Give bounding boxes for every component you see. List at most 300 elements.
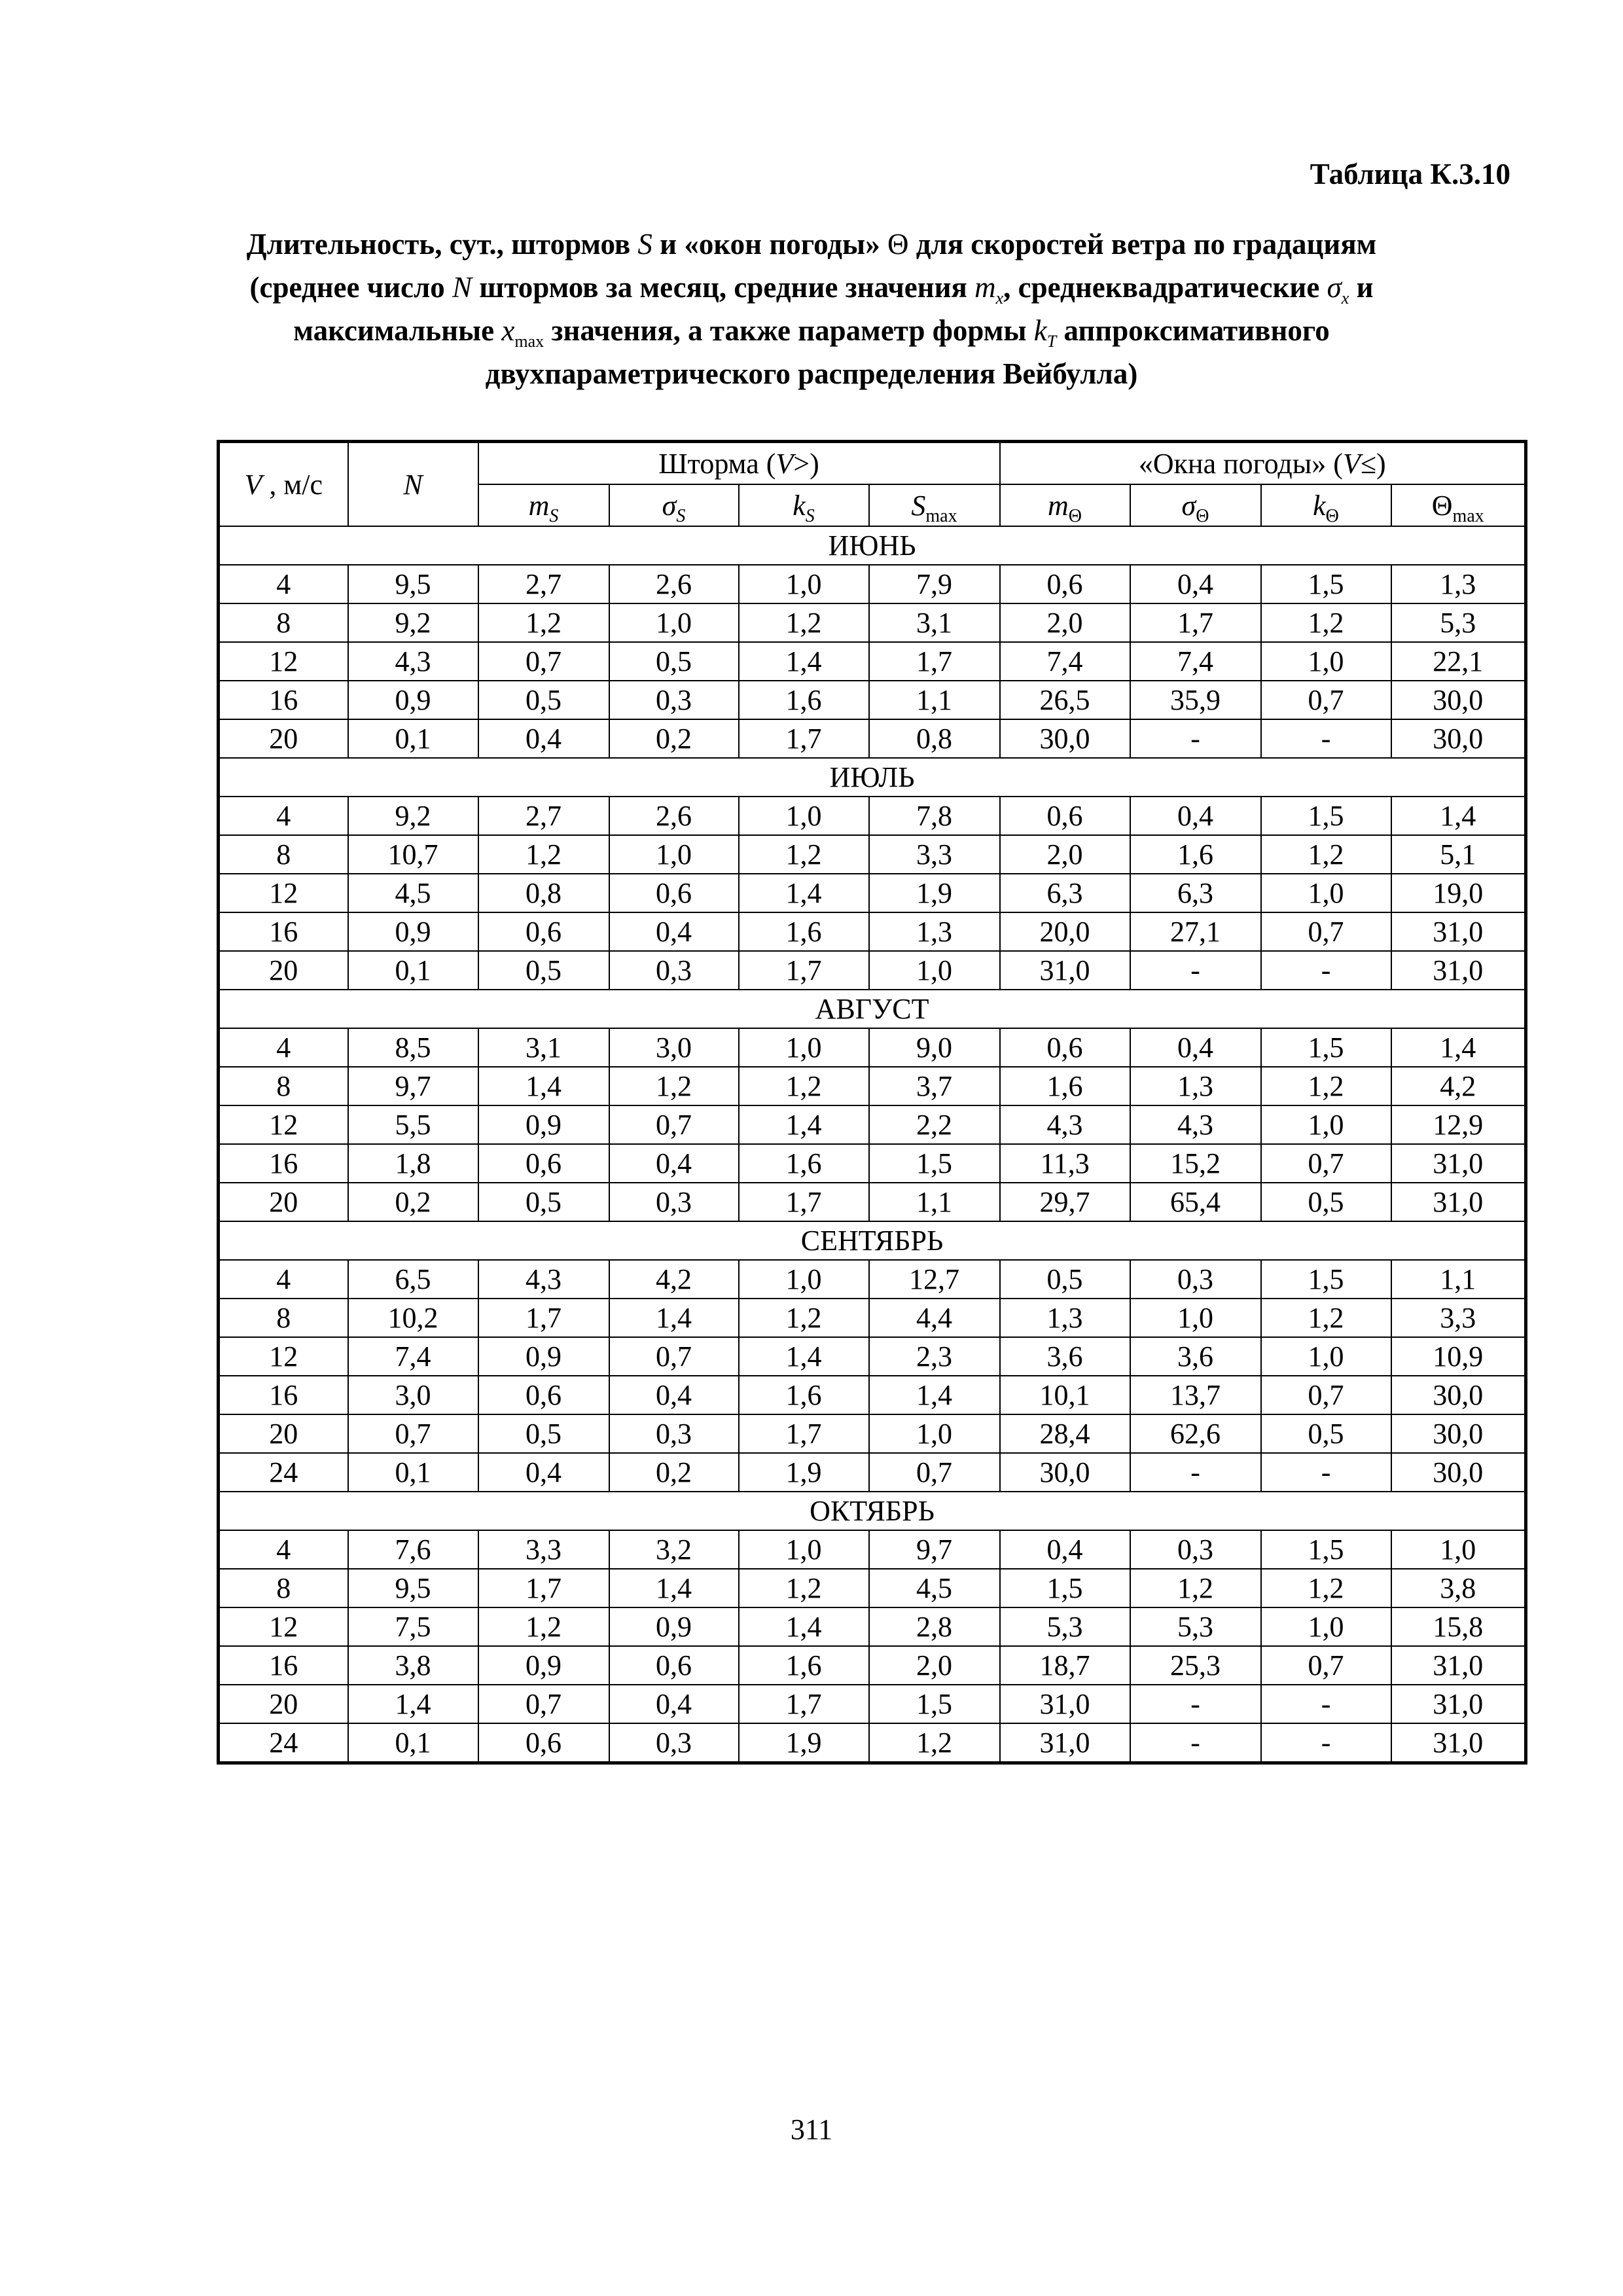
table-cell: 0,7 bbox=[348, 1414, 478, 1453]
table-cell: 1,5 bbox=[1261, 1260, 1391, 1299]
table-cell: 0,4 bbox=[478, 719, 609, 758]
table-row bbox=[219, 1337, 1526, 1376]
table-cell: 0,5 bbox=[478, 681, 609, 719]
table-cell: 1,2 bbox=[1261, 1067, 1391, 1105]
table-cell: 3,8 bbox=[348, 1646, 478, 1685]
table-cell: 3,7 bbox=[869, 1067, 1000, 1105]
table-cell: 6,5 bbox=[348, 1260, 478, 1299]
table-cell: 13,7 bbox=[1130, 1376, 1261, 1414]
table-cell: 1,3 bbox=[1000, 1299, 1130, 1337]
table-cell: 12 bbox=[219, 1337, 348, 1376]
table-cell: 4,2 bbox=[609, 1260, 739, 1299]
table-cell: 0,3 bbox=[609, 1414, 739, 1453]
table-cell: 1,7 bbox=[739, 1414, 869, 1453]
subheader-cell: $\sigma_\Theta$ bbox=[1130, 484, 1261, 526]
table-row bbox=[219, 565, 1526, 603]
table-cell: 1,2 bbox=[478, 1607, 609, 1646]
table-row bbox=[219, 1028, 1526, 1067]
month-row bbox=[219, 1492, 1526, 1530]
table-cell: 4 bbox=[219, 1530, 348, 1569]
table-cell: 8 bbox=[219, 1569, 348, 1607]
table-cell: 1,4 bbox=[609, 1569, 739, 1607]
table-cell: 2,0 bbox=[1000, 835, 1130, 874]
table-cell: 6,3 bbox=[1130, 874, 1261, 912]
table-cell: 31,0 bbox=[1391, 1183, 1526, 1221]
table-cell: 31,0 bbox=[1391, 1144, 1526, 1183]
table-cell: 0,9 bbox=[478, 1337, 609, 1376]
table-cell: 0,7 bbox=[1261, 1376, 1391, 1414]
table-cell: 1,0 bbox=[1261, 1607, 1391, 1646]
subheader-cell: $\sigma_S$ bbox=[609, 484, 739, 526]
table-cell: 4,5 bbox=[348, 874, 478, 912]
table-cell: 12 bbox=[219, 1105, 348, 1144]
table-cell: 0,8 bbox=[478, 874, 609, 912]
table-cell: 31,0 bbox=[1391, 912, 1526, 951]
table-cell: 0,4 bbox=[1130, 1028, 1261, 1067]
table-cell: 1,2 bbox=[1261, 1569, 1391, 1607]
table-cell: 1,4 bbox=[1391, 797, 1526, 835]
table-cell: 0,4 bbox=[609, 1685, 739, 1723]
table-cell: 4,3 bbox=[348, 642, 478, 681]
table-cell: 19,0 bbox=[1391, 874, 1526, 912]
month-label: АВГУСТ bbox=[219, 990, 1526, 1028]
table-cell: 0,3 bbox=[1130, 1260, 1261, 1299]
table-cell: 30,0 bbox=[1391, 1376, 1526, 1414]
table-cell: 0,5 bbox=[1261, 1183, 1391, 1221]
table-cell: 31,0 bbox=[1391, 1723, 1526, 1763]
table-cell: - bbox=[1261, 1685, 1391, 1723]
table-cell: 15,8 bbox=[1391, 1607, 1526, 1646]
table-cell: 26,5 bbox=[1000, 681, 1130, 719]
table-cell: 4,2 bbox=[1391, 1067, 1526, 1105]
table-cell: 1,5 bbox=[1261, 1530, 1391, 1569]
header-storms: Шторма (V>) bbox=[478, 442, 1000, 485]
table-cell: 1,2 bbox=[739, 835, 869, 874]
table-cell: 1,1 bbox=[869, 681, 1000, 719]
table-cell: - bbox=[1261, 1723, 1391, 1763]
table-cell: 1,9 bbox=[869, 874, 1000, 912]
table-cell: 0,7 bbox=[1261, 1144, 1391, 1183]
table-row bbox=[219, 835, 1526, 874]
table-cell: 1,5 bbox=[1261, 565, 1391, 603]
month-row bbox=[219, 758, 1526, 797]
table-cell: 0,3 bbox=[1130, 1530, 1261, 1569]
table-cell: 1,3 bbox=[1391, 565, 1526, 603]
table-cell: 0,3 bbox=[609, 951, 739, 990]
table-cell: 0,3 bbox=[609, 681, 739, 719]
table-cell: 12 bbox=[219, 1607, 348, 1646]
table-cell: 1,0 bbox=[739, 1530, 869, 1569]
table-row bbox=[219, 1607, 1526, 1646]
table-row bbox=[219, 1260, 1526, 1299]
table-cell: 30,0 bbox=[1391, 1453, 1526, 1492]
table-cell: 1,5 bbox=[1261, 797, 1391, 835]
table-cell: 1,7 bbox=[869, 642, 1000, 681]
table-cell: 1,4 bbox=[609, 1299, 739, 1337]
table-cell: 1,2 bbox=[739, 1299, 869, 1337]
table-cell: - bbox=[1130, 1685, 1261, 1723]
table-cell: 0,7 bbox=[1261, 681, 1391, 719]
table-cell: 30,0 bbox=[1391, 1414, 1526, 1453]
month-row bbox=[219, 526, 1526, 565]
table-cell: 9,5 bbox=[348, 1569, 478, 1607]
table-cell: 9,5 bbox=[348, 565, 478, 603]
table-cell: 0,6 bbox=[1000, 1028, 1130, 1067]
table-cell: 1,5 bbox=[869, 1685, 1000, 1723]
table-row bbox=[219, 951, 1526, 990]
table-cell: 1,9 bbox=[739, 1453, 869, 1492]
table-cell: 0,5 bbox=[478, 1183, 609, 1221]
table-cell: 0,5 bbox=[1261, 1414, 1391, 1453]
table-cell: 5,3 bbox=[1130, 1607, 1261, 1646]
table-cell: 1,0 bbox=[1130, 1299, 1261, 1337]
month-label: ИЮЛЬ bbox=[219, 758, 1526, 797]
table-row bbox=[219, 1685, 1526, 1723]
table-row bbox=[219, 1105, 1526, 1144]
table-cell: 0,6 bbox=[478, 1376, 609, 1414]
table-cell: 1,0 bbox=[609, 835, 739, 874]
table-cell: 1,9 bbox=[739, 1723, 869, 1763]
table-cell: 1,2 bbox=[1261, 835, 1391, 874]
table-cell: 5,5 bbox=[348, 1105, 478, 1144]
table-cell: 0,1 bbox=[348, 951, 478, 990]
table-cell: 7,4 bbox=[348, 1337, 478, 1376]
table-row bbox=[219, 1299, 1526, 1337]
table-cell: 1,2 bbox=[869, 1723, 1000, 1763]
table-cell: 1,2 bbox=[478, 603, 609, 642]
table-row bbox=[219, 1144, 1526, 1183]
table-cell: 3,6 bbox=[1130, 1337, 1261, 1376]
table-cell: 1,6 bbox=[739, 912, 869, 951]
table-cell: 0,4 bbox=[609, 1376, 739, 1414]
table-cell: 0,4 bbox=[1130, 565, 1261, 603]
table-cell: 8 bbox=[219, 835, 348, 874]
table-cell: 2,8 bbox=[869, 1607, 1000, 1646]
table-cell: 4,4 bbox=[869, 1299, 1000, 1337]
table-cell: 1,0 bbox=[1261, 874, 1391, 912]
table-cell: 0,5 bbox=[609, 642, 739, 681]
table-cell: 0,3 bbox=[609, 1183, 739, 1221]
table-cell: 5,3 bbox=[1391, 603, 1526, 642]
table-cell: 18,7 bbox=[1000, 1646, 1130, 1685]
table-row bbox=[219, 1376, 1526, 1414]
subheader-cell: $k_\Theta$ bbox=[1261, 484, 1391, 526]
table-cell: 1,0 bbox=[1261, 1337, 1391, 1376]
table-cell: 4 bbox=[219, 797, 348, 835]
table-cell: 1,5 bbox=[869, 1144, 1000, 1183]
table-cell: 1,2 bbox=[1261, 603, 1391, 642]
table-cell: 0,4 bbox=[609, 912, 739, 951]
table-cell: 29,7 bbox=[1000, 1183, 1130, 1221]
table-cell: 7,6 bbox=[348, 1530, 478, 1569]
table-cell: 2,0 bbox=[1000, 603, 1130, 642]
table-cell: 0,7 bbox=[478, 1685, 609, 1723]
table-cell: 4,3 bbox=[478, 1260, 609, 1299]
table-cell: 1,0 bbox=[739, 797, 869, 835]
subheader-cell: $m_\Theta$ bbox=[1000, 484, 1130, 526]
table-cell: 4,5 bbox=[869, 1569, 1000, 1607]
table-cell: 1,4 bbox=[739, 874, 869, 912]
table-row bbox=[219, 912, 1526, 951]
table-cell: 1,3 bbox=[869, 912, 1000, 951]
table-cell: 35,9 bbox=[1130, 681, 1261, 719]
table-row bbox=[219, 1067, 1526, 1105]
table-cell: 0,2 bbox=[348, 1183, 478, 1221]
table-cell: 1,2 bbox=[739, 603, 869, 642]
table-cell: 0,5 bbox=[478, 1414, 609, 1453]
table-cell: 1,2 bbox=[609, 1067, 739, 1105]
table-cell: 1,7 bbox=[478, 1569, 609, 1607]
table-cell: 10,1 bbox=[1000, 1376, 1130, 1414]
month-label: ИЮНЬ bbox=[219, 526, 1526, 565]
table-cell: 20 bbox=[219, 1183, 348, 1221]
table-cell: 1,0 bbox=[739, 565, 869, 603]
table-cell: 1,0 bbox=[1261, 1105, 1391, 1144]
table-cell: - bbox=[1130, 1723, 1261, 1763]
table-cell: 1,0 bbox=[609, 603, 739, 642]
table-row bbox=[219, 681, 1526, 719]
table-row bbox=[219, 1569, 1526, 1607]
table-cell: 3,3 bbox=[869, 835, 1000, 874]
table-cell: 0,8 bbox=[869, 719, 1000, 758]
table-cell: 3,0 bbox=[609, 1028, 739, 1067]
subheader-cell: $m_S$ bbox=[478, 484, 609, 526]
header-n: N bbox=[348, 442, 478, 527]
table-cell: 3,3 bbox=[1391, 1299, 1526, 1337]
table-cell: 16 bbox=[219, 912, 348, 951]
table-cell: 5,1 bbox=[1391, 835, 1526, 874]
table-cell: 4,3 bbox=[1130, 1105, 1261, 1144]
table-cell: 16 bbox=[219, 1376, 348, 1414]
table-cell: 62,6 bbox=[1130, 1414, 1261, 1453]
table-cell: 31,0 bbox=[1391, 1685, 1526, 1723]
table-cell: 0,7 bbox=[869, 1453, 1000, 1492]
table-cell: - bbox=[1130, 719, 1261, 758]
table-cell: 3,0 bbox=[348, 1376, 478, 1414]
table-cell: 12 bbox=[219, 642, 348, 681]
table-row bbox=[219, 1453, 1526, 1492]
table-cell: - bbox=[1261, 1453, 1391, 1492]
table-cell: 2,0 bbox=[869, 1646, 1000, 1685]
table-cell: 1,4 bbox=[869, 1376, 1000, 1414]
table-caption: Длительность, сут., штормов S и «окон погоды» Θ для скоростей ветра по градациям (среднее число N штормов за месяц, средние значения $m_x$, среднеквадратические $\sigma_x$ и максимальные $x_{max}$ значения, а также параметр формы $k_T$ аппроксимативного двухпараметрического распределения Вейбулла) bbox=[246, 228, 1377, 390]
table-cell: 1,6 bbox=[739, 1646, 869, 1685]
table-cell: 20,0 bbox=[1000, 912, 1130, 951]
table-cell: 1,2 bbox=[1261, 1299, 1391, 1337]
table-cell: 2,7 bbox=[478, 797, 609, 835]
table-row bbox=[219, 719, 1526, 758]
table-cell: 1,8 bbox=[348, 1144, 478, 1183]
table-cell: 1,2 bbox=[739, 1067, 869, 1105]
table-cell: 20 bbox=[219, 1414, 348, 1453]
table-cell: 6,3 bbox=[1000, 874, 1130, 912]
table-cell: 24 bbox=[219, 1453, 348, 1492]
table-cell: 3,1 bbox=[478, 1028, 609, 1067]
table-cell: 12 bbox=[219, 874, 348, 912]
table-cell: 1,6 bbox=[1130, 835, 1261, 874]
table-cell: 0,6 bbox=[609, 874, 739, 912]
table-cell: 28,4 bbox=[1000, 1414, 1130, 1453]
table-cell: 0,4 bbox=[609, 1144, 739, 1183]
table-cell: 1,3 bbox=[1130, 1067, 1261, 1105]
table-cell: 0,4 bbox=[478, 1453, 609, 1492]
month-row bbox=[219, 990, 1526, 1028]
table-cell: 7,5 bbox=[348, 1607, 478, 1646]
table-cell: 1,4 bbox=[739, 1105, 869, 1144]
table-cell: 5,3 bbox=[1000, 1607, 1130, 1646]
table-cell: 7,4 bbox=[1130, 642, 1261, 681]
table-cell: 1,0 bbox=[869, 1414, 1000, 1453]
table-cell: 31,0 bbox=[1000, 1685, 1130, 1723]
table-cell: 0,9 bbox=[478, 1105, 609, 1144]
table-cell: 1,6 bbox=[739, 681, 869, 719]
table-cell: 2,3 bbox=[869, 1337, 1000, 1376]
subheader-cell: $k_S$ bbox=[739, 484, 869, 526]
table-cell: 27,1 bbox=[1130, 912, 1261, 951]
table-cell: 0,9 bbox=[348, 912, 478, 951]
data-table bbox=[217, 440, 1527, 1765]
table-cell: 20 bbox=[219, 1685, 348, 1723]
table-cell: 4,3 bbox=[1000, 1105, 1130, 1144]
table-cell: 30,0 bbox=[1000, 719, 1130, 758]
table-cell: 1,4 bbox=[739, 642, 869, 681]
table-cell: 3,3 bbox=[478, 1530, 609, 1569]
table-cell: 0,4 bbox=[1000, 1530, 1130, 1569]
table-number: Таблица К.3.10 bbox=[1310, 158, 1510, 190]
table-cell: 0,2 bbox=[609, 1453, 739, 1492]
table-cell: 0,1 bbox=[348, 1453, 478, 1492]
table-cell: 10,2 bbox=[348, 1299, 478, 1337]
table-cell: 1,4 bbox=[348, 1685, 478, 1723]
table-cell: 0,6 bbox=[478, 1723, 609, 1763]
table-cell: 11,3 bbox=[1000, 1144, 1130, 1183]
table-cell: 0,4 bbox=[1130, 797, 1261, 835]
table-cell: 1,6 bbox=[739, 1144, 869, 1183]
table-cell: 0,7 bbox=[609, 1105, 739, 1144]
table-row bbox=[219, 603, 1526, 642]
table-cell: 0,9 bbox=[348, 681, 478, 719]
table-cell: 4 bbox=[219, 1260, 348, 1299]
table-cell: 4 bbox=[219, 1028, 348, 1067]
table-cell: 0,5 bbox=[1000, 1260, 1130, 1299]
table-cell: 30,0 bbox=[1391, 719, 1526, 758]
table-cell: 12,9 bbox=[1391, 1105, 1526, 1144]
table-cell: 25,3 bbox=[1130, 1646, 1261, 1685]
month-label: ОКТЯБРЬ bbox=[219, 1492, 1526, 1530]
table-cell: 1,0 bbox=[869, 951, 1000, 990]
table-cell: 1,2 bbox=[478, 835, 609, 874]
table-cell: 0,2 bbox=[609, 719, 739, 758]
table-cell: 31,0 bbox=[1391, 1646, 1526, 1685]
table-cell: 31,0 bbox=[1000, 1723, 1130, 1763]
table-cell: 1,0 bbox=[739, 1028, 869, 1067]
table-cell: - bbox=[1261, 719, 1391, 758]
table-cell: 16 bbox=[219, 1144, 348, 1183]
table-cell: 1,1 bbox=[869, 1183, 1000, 1221]
table-row bbox=[219, 1723, 1526, 1763]
table-cell: 65,4 bbox=[1130, 1183, 1261, 1221]
table-cell: 30,0 bbox=[1000, 1453, 1130, 1492]
table-cell: 9,2 bbox=[348, 797, 478, 835]
table-cell: 1,7 bbox=[739, 1183, 869, 1221]
table-cell: 1,5 bbox=[1000, 1569, 1130, 1607]
table-cell: 12,7 bbox=[869, 1260, 1000, 1299]
table-cell: 0,6 bbox=[1000, 797, 1130, 835]
table-row bbox=[219, 797, 1526, 835]
table-cell: 3,8 bbox=[1391, 1569, 1526, 1607]
table-row bbox=[219, 1183, 1526, 1221]
table-cell: 1,2 bbox=[739, 1569, 869, 1607]
table-cell: 1,7 bbox=[739, 1685, 869, 1723]
table-cell: 8,5 bbox=[348, 1028, 478, 1067]
table-cell: 1,5 bbox=[1261, 1028, 1391, 1067]
table-cell: 8 bbox=[219, 1299, 348, 1337]
table-cell: 4 bbox=[219, 565, 348, 603]
table-row bbox=[219, 874, 1526, 912]
table-cell: 1,0 bbox=[1261, 642, 1391, 681]
table-cell: 1,4 bbox=[739, 1337, 869, 1376]
subheader-cell: $S_{max}$ bbox=[869, 484, 1000, 526]
header-v: V , м/с bbox=[219, 442, 348, 527]
table-cell: 1,1 bbox=[1391, 1260, 1526, 1299]
table-cell: 10,9 bbox=[1391, 1337, 1526, 1376]
table-cell: 2,7 bbox=[478, 565, 609, 603]
table-cell: 16 bbox=[219, 681, 348, 719]
table-cell: 8 bbox=[219, 1067, 348, 1105]
table-cell: 0,9 bbox=[478, 1646, 609, 1685]
table-cell: 2,2 bbox=[869, 1105, 1000, 1144]
month-label: СЕНТЯБРЬ bbox=[219, 1221, 1526, 1260]
table-cell: 1,4 bbox=[739, 1607, 869, 1646]
table-cell: 31,0 bbox=[1000, 951, 1130, 990]
table-cell: 2,6 bbox=[609, 565, 739, 603]
table-cell: 7,4 bbox=[1000, 642, 1130, 681]
table-cell: 1,7 bbox=[739, 951, 869, 990]
table-cell: 0,6 bbox=[478, 1144, 609, 1183]
table-cell: 1,6 bbox=[739, 1376, 869, 1414]
table-cell: 1,0 bbox=[1391, 1530, 1526, 1569]
table-cell: 20 bbox=[219, 951, 348, 990]
table-cell: 10,7 bbox=[348, 835, 478, 874]
table-cell: 3,6 bbox=[1000, 1337, 1130, 1376]
page-number: 311 bbox=[790, 2113, 833, 2145]
table-cell: 24 bbox=[219, 1723, 348, 1763]
table-cell: 7,8 bbox=[869, 797, 1000, 835]
table-cell: 31,0 bbox=[1391, 951, 1526, 990]
table-cell: 9,7 bbox=[869, 1530, 1000, 1569]
table-cell: 1,2 bbox=[1130, 1569, 1261, 1607]
table-cell: 0,9 bbox=[609, 1607, 739, 1646]
table-cell: 0,6 bbox=[1000, 565, 1130, 603]
table-cell: 9,7 bbox=[348, 1067, 478, 1105]
table-row bbox=[219, 1530, 1526, 1569]
table-cell: - bbox=[1130, 951, 1261, 990]
table-cell: 0,7 bbox=[478, 642, 609, 681]
month-row bbox=[219, 1221, 1526, 1260]
table-cell: 1,4 bbox=[478, 1067, 609, 1105]
table-cell: 0,6 bbox=[609, 1646, 739, 1685]
table-cell: 0,7 bbox=[1261, 1646, 1391, 1685]
table-cell: 1,7 bbox=[739, 719, 869, 758]
table-cell: 20 bbox=[219, 719, 348, 758]
table-cell: 3,2 bbox=[609, 1530, 739, 1569]
table-cell: 0,6 bbox=[478, 912, 609, 951]
table-row bbox=[219, 642, 1526, 681]
table-cell: 7,9 bbox=[869, 565, 1000, 603]
table-cell: 8 bbox=[219, 603, 348, 642]
table-cell: 22,1 bbox=[1391, 642, 1526, 681]
table-cell: 1,4 bbox=[1391, 1028, 1526, 1067]
